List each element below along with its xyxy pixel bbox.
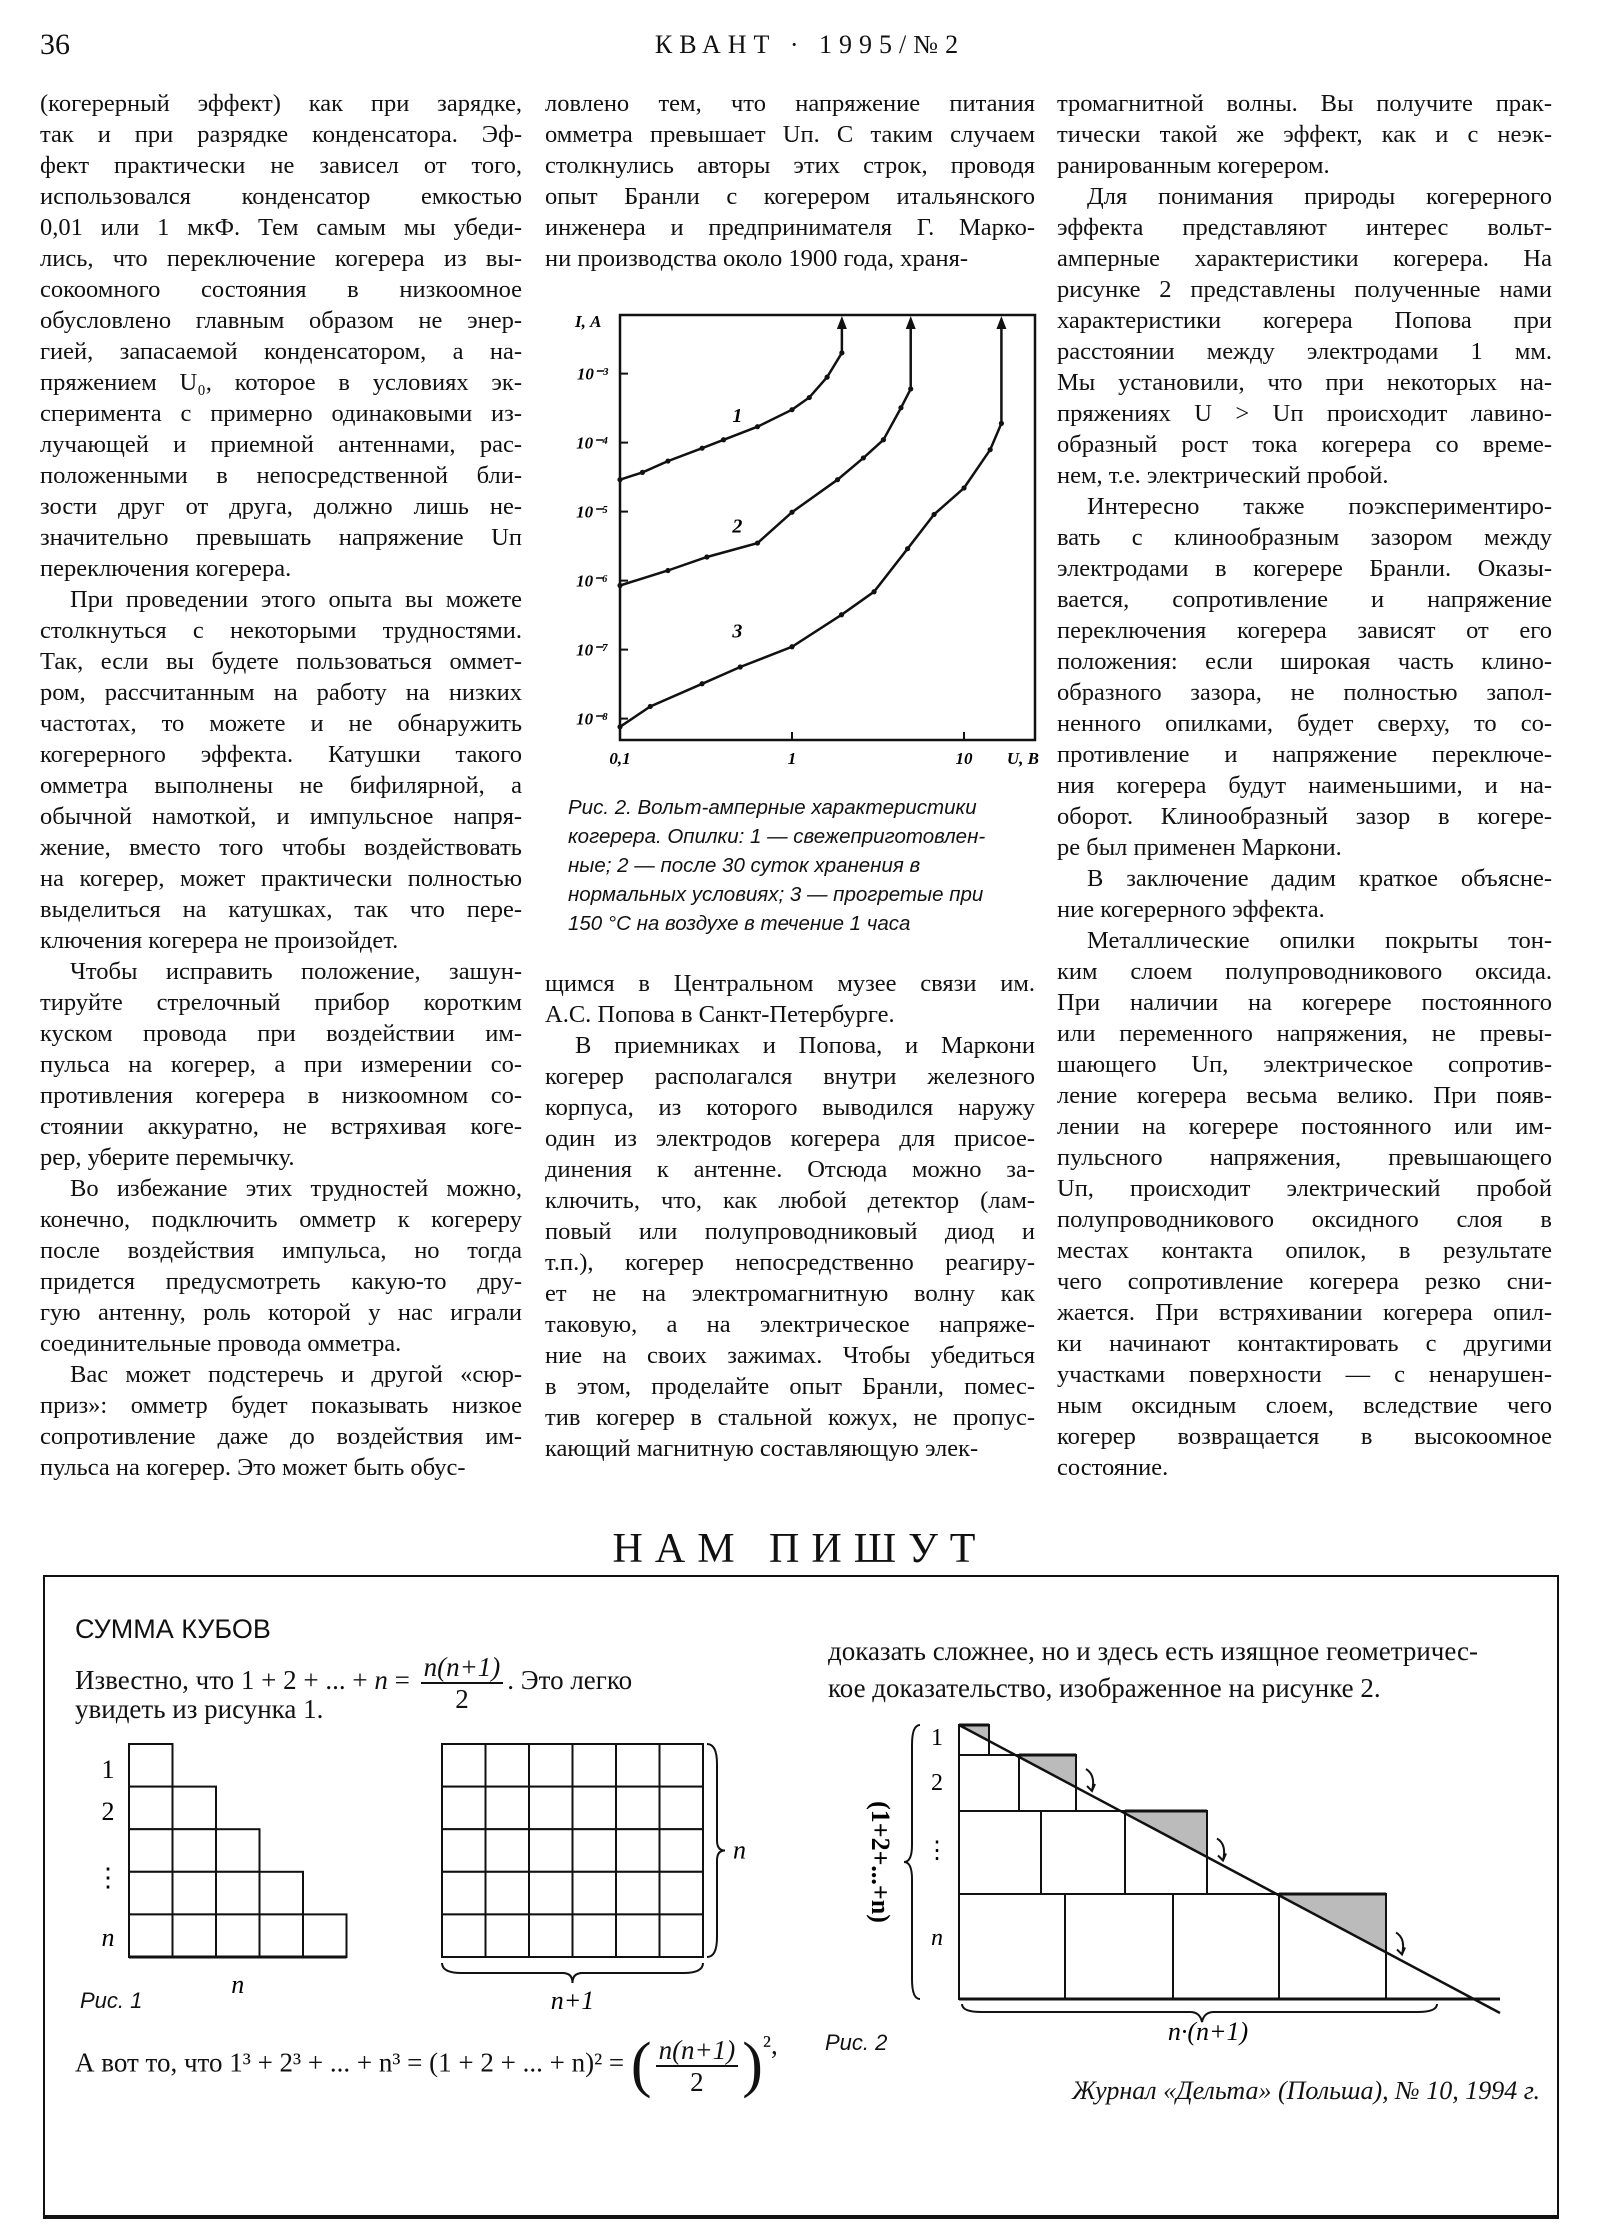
data-point bbox=[835, 477, 840, 482]
grid-cell bbox=[529, 1914, 573, 1957]
text-line: В приемниках и Попова, и Маркони bbox=[575, 1032, 1035, 1059]
x-tick-label: 1 bbox=[787, 749, 797, 768]
text-line: столкнулись авторы этих строк, проводя bbox=[545, 152, 1035, 179]
y-tick-label: 10⁻⁶ bbox=[576, 571, 608, 591]
staircase-cell bbox=[303, 1914, 347, 1957]
text-line: ние когерерного эффекта. bbox=[1057, 896, 1325, 923]
data-point bbox=[721, 437, 726, 442]
staircase-cell bbox=[216, 1872, 260, 1915]
proof-cell bbox=[1173, 1894, 1279, 1999]
caption-line: когерера. Опилки: 1 — свежеприготовлен- bbox=[568, 825, 986, 848]
staircase-cell bbox=[129, 1829, 173, 1872]
grid-cell bbox=[616, 1744, 660, 1787]
text-line: тив когерер в стальной кожух, не пропус- bbox=[545, 1404, 1035, 1431]
text-line: таковую, а на электрическое напряже- bbox=[545, 1311, 1035, 1338]
x-axis-label: U, В bbox=[1006, 749, 1039, 768]
y-axis-label: I, А bbox=[575, 312, 602, 331]
grid-cell bbox=[660, 1914, 704, 1957]
text-line: лучающей и приемной антеннами, рас- bbox=[40, 431, 522, 458]
left-paren: ( bbox=[630, 2031, 652, 2099]
text-line: лении на когерере постоянного или им- bbox=[1057, 1113, 1552, 1140]
text-line: пульсного напряжения, превышающего bbox=[1057, 1144, 1552, 1171]
text-column-3 bbox=[1057, 88, 1552, 1483]
citation: Журнал «Дельта» (Польша), № 10, 1994 г. bbox=[1072, 2076, 1540, 2105]
grid-cell bbox=[616, 1872, 660, 1915]
intro-line-2: увидеть из рисунка 1. bbox=[75, 1694, 324, 1724]
x-tick-label: 10 bbox=[955, 749, 973, 768]
text-line: зости друг от друга, должно лишь не- bbox=[40, 493, 522, 520]
text-line: местах контакта опилок, в результате bbox=[1057, 1237, 1552, 1264]
grid-cell bbox=[486, 1829, 530, 1872]
caption-line: ные; 2 — после 30 суток хранения в bbox=[568, 854, 921, 877]
text-column-1 bbox=[40, 88, 522, 1483]
bottom-brace-icon bbox=[442, 1963, 703, 1983]
grid-cell bbox=[442, 1914, 486, 1957]
grid-cell bbox=[573, 1829, 617, 1872]
text-line: эффекта представляют интерес вольт- bbox=[1057, 214, 1552, 241]
staircase-cell bbox=[260, 1914, 304, 1957]
proof-cell bbox=[959, 1755, 1019, 1811]
staircase-cell bbox=[129, 1787, 173, 1830]
row-label: ⋮ bbox=[95, 1863, 121, 1892]
data-point bbox=[648, 704, 653, 709]
data-point bbox=[665, 458, 670, 463]
text-line: образного зазора, не полностью запол- bbox=[1057, 679, 1552, 706]
text-line: после воздействия импульса, но тогда bbox=[40, 1237, 522, 1264]
y-tick-label: 10⁻⁴ bbox=[576, 433, 608, 453]
text-line: частотах, то можете и не обнаружить bbox=[40, 710, 522, 737]
text-line: ни производства около 1900 года, храня- bbox=[545, 245, 969, 272]
grid-cell bbox=[616, 1787, 660, 1830]
caption-line: 150 °С на воздухе в течение 1 часа bbox=[568, 912, 911, 935]
text-line: электродами в когерере Бранли. Оказы- bbox=[1057, 555, 1552, 582]
breakdown-arrow-icon bbox=[906, 316, 916, 329]
text-line: куском провода при воздействии им- bbox=[40, 1020, 522, 1047]
grid-cell bbox=[486, 1787, 530, 1830]
proof-cell bbox=[959, 1811, 1041, 1894]
text-line: гую антенну, роль которой у нас играли bbox=[40, 1299, 522, 1326]
text-line: Во избежание этих трудностей можно, bbox=[70, 1175, 522, 1202]
staircase-cell bbox=[173, 1829, 217, 1872]
text-line: положения: если широкая часть клино- bbox=[1057, 648, 1552, 675]
text-line: оборот. Клинообразный зазор в когере- bbox=[1057, 803, 1552, 830]
intro-text: Известно, что 1 + 2 + ... + bbox=[75, 1665, 375, 1696]
formula-fraction bbox=[656, 2035, 739, 2097]
figure-1-caption: Рис. 1 bbox=[80, 1988, 143, 2013]
y-tick-label: 10⁻⁸ bbox=[576, 709, 608, 729]
text-line: инженера и предпринимателя Г. Марко- bbox=[545, 214, 1035, 241]
y-tick-label: 10⁻³ bbox=[576, 364, 608, 384]
series-3-line bbox=[620, 423, 1001, 726]
data-point bbox=[789, 510, 794, 515]
grid-cell bbox=[616, 1829, 660, 1872]
y-tick-label: 10⁻⁵ bbox=[576, 502, 608, 522]
caption-line: нормальных условиях; 3 — прогретые при bbox=[568, 883, 984, 906]
text-line: (когерерный эффект) как при зарядке, bbox=[40, 90, 522, 117]
text-line: кающий магнитную составляющую элек- bbox=[545, 1435, 979, 1462]
text-line: значительно превышать напряжение Uп bbox=[40, 524, 522, 551]
text-line: ключить, что, как любой детектор (лам- bbox=[545, 1187, 1035, 1214]
text-line: стоянии аккуратно, не встряхивая коге- bbox=[40, 1113, 522, 1140]
figure-2-label: Рис. 2 bbox=[825, 2030, 888, 2055]
grid-cell bbox=[486, 1744, 530, 1787]
text-line: омметра превышает Uп. С таким случаем bbox=[545, 121, 1035, 148]
right-text-line-2: кое доказательство, изображенное на рисунке 2. bbox=[828, 1673, 1381, 1703]
text-line: А.С. Попова в Санкт-Петербурге. bbox=[545, 1001, 895, 1028]
data-point bbox=[617, 583, 622, 588]
grid-cell bbox=[573, 1744, 617, 1787]
grid-cell bbox=[442, 1872, 486, 1915]
data-point bbox=[665, 568, 670, 573]
text-line: так и при разрядке конденсатора. Эф- bbox=[40, 121, 522, 148]
text-line: участками поверхности — с ненарушен- bbox=[1057, 1361, 1552, 1388]
text-line: т.п.), когерер непосредственно реагиру- bbox=[545, 1249, 1035, 1276]
grid-width-label: n+1 bbox=[550, 1986, 595, 2015]
text-line: Так, если вы будете пользоваться оммет- bbox=[40, 648, 522, 675]
text-line: переключения когерера. bbox=[40, 555, 292, 582]
grid-cell bbox=[486, 1872, 530, 1915]
text-line: ление когерера весьма велико. При появ- bbox=[1057, 1082, 1552, 1109]
left-brace-icon bbox=[904, 1725, 920, 1999]
row-label: 1 bbox=[931, 1725, 943, 1751]
text-line: ловлено тем, что напряжение питания bbox=[545, 90, 1035, 117]
formula-text: А вот то, что 1³ + 2³ + ... + n³ = (1 + 2 + ... + n)² = bbox=[75, 2047, 631, 2078]
text-line: Интересно также поэкспериментиро- bbox=[1087, 493, 1552, 520]
text-line: тируйте стрелочный прибор коротким bbox=[40, 989, 522, 1016]
text-line: ки начинают контактировать с другими bbox=[1057, 1330, 1552, 1357]
text-line: характеристики когерера Попова при bbox=[1057, 307, 1552, 334]
text-line: обычной намоткой, и импульсное напря- bbox=[40, 803, 522, 830]
data-point bbox=[789, 407, 794, 412]
data-point bbox=[881, 437, 886, 442]
grid-cell bbox=[442, 1787, 486, 1830]
width-label: n·(n+1) bbox=[1167, 2017, 1249, 2046]
text-line: выделиться на катушках, так что пере- bbox=[40, 896, 522, 923]
grid-cell bbox=[660, 1787, 704, 1830]
text-line: пряжением U₀, которое в условиях эк- bbox=[40, 369, 522, 396]
text-line: 0,01 или 1 мкФ. Тем самым мы убеди- bbox=[40, 214, 522, 241]
right-text-line-1: доказать сложнее, но и здесь есть изящное геометричес- bbox=[828, 1636, 1479, 1666]
text-line: тически такой же эффект, как и с неэк- bbox=[1057, 121, 1552, 148]
text-line: когерерного эффекта. Катушки такого bbox=[40, 741, 522, 768]
intro-eq: = bbox=[387, 1665, 417, 1696]
text-line: рисунке 2 представлены полученные нами bbox=[1057, 276, 1552, 303]
grid-cell bbox=[660, 1744, 704, 1787]
text-line: придется предусмотреть какую-то дру- bbox=[40, 1268, 522, 1295]
text-line: При проведении этого опыта вы можете bbox=[70, 586, 522, 613]
text-line: когерер возвращается в высокоомное bbox=[1057, 1423, 1552, 1450]
text-line: расстоянии между электродами 1 мм. bbox=[1057, 338, 1552, 365]
text-line: тромагнитной волны. Вы получите прак- bbox=[1057, 90, 1552, 117]
grid-cell bbox=[529, 1872, 573, 1915]
data-point bbox=[738, 664, 743, 669]
text-line: Вас может подстеречь и другой «сюр- bbox=[70, 1361, 522, 1388]
data-point bbox=[640, 470, 645, 475]
text-line: когерер располагался внутри железного bbox=[545, 1063, 1035, 1090]
intro-after: . Это легко bbox=[507, 1665, 633, 1696]
data-point bbox=[617, 477, 622, 482]
vertical-sum-label: (1+2+...+n) bbox=[866, 1801, 895, 1923]
text-line: противления когерера в низкоомном со- bbox=[40, 1082, 522, 1109]
text-line: использовался конденсатор емкостью bbox=[40, 183, 522, 210]
data-point bbox=[755, 424, 760, 429]
data-point bbox=[988, 447, 993, 452]
row-label: n bbox=[931, 1925, 943, 1951]
text-column-2-bottom bbox=[545, 968, 1035, 1464]
row-label: n bbox=[101, 1923, 115, 1952]
curved-arrow-icon bbox=[1217, 1839, 1226, 1861]
text-line: в этом, проделайте опыт Бранли, помес- bbox=[545, 1373, 1035, 1400]
text-line: амперные характеристики когерера. На bbox=[1057, 245, 1552, 272]
section-title: НАМ ПИШУТ bbox=[612, 1526, 988, 1572]
text-line: Uп, происходит электрический пробой bbox=[1057, 1175, 1552, 1202]
data-point bbox=[699, 681, 704, 686]
text-line: Мы установили, что при некоторых на- bbox=[1057, 369, 1552, 396]
grid-cell bbox=[529, 1829, 573, 1872]
fraction-numerator: n(n+1) bbox=[421, 1652, 504, 1684]
grid-cell bbox=[616, 1914, 660, 1957]
staircase-cell bbox=[173, 1914, 217, 1957]
page-number: 36 bbox=[40, 28, 70, 61]
proof-cell bbox=[959, 1894, 1065, 1999]
grid-cell bbox=[573, 1914, 617, 1957]
text-line: корпуса, из которого выводился наружу bbox=[545, 1094, 1035, 1121]
text-line: один из электродов когерера для присое- bbox=[545, 1125, 1035, 1152]
text-line: пульса на когерер. Это может быть обус- bbox=[40, 1454, 466, 1481]
data-point bbox=[617, 724, 622, 729]
text-line: динения к антенне. Отсюда можно за- bbox=[545, 1156, 1035, 1183]
text-line: приз»: омметр будет показывать низкое bbox=[40, 1392, 522, 1419]
iv-chart bbox=[540, 300, 1060, 790]
fraction-denominator: 2 bbox=[690, 2066, 704, 2097]
figure-1 bbox=[60, 1730, 780, 2030]
staircase-cell bbox=[173, 1787, 217, 1830]
figure-2-caption bbox=[568, 793, 1058, 938]
text-line: ным оксидным слоем, вследствие чего bbox=[1057, 1392, 1552, 1419]
curved-arrow-icon bbox=[1396, 1933, 1405, 1955]
text-line: ключения когерера не произойдет. bbox=[40, 927, 399, 954]
text-line: жение, вместо того чтобы воздействовать bbox=[40, 834, 522, 861]
data-point bbox=[961, 485, 966, 490]
grid-height-label: n bbox=[733, 1835, 746, 1865]
right-paren: ) bbox=[742, 2031, 763, 2099]
grid-cell bbox=[486, 1914, 530, 1957]
grid-cell bbox=[442, 1829, 486, 1872]
cube-formula bbox=[75, 2030, 778, 2101]
staircase-cell bbox=[129, 1744, 173, 1787]
text-line: нем, т.е. электрический пробой. bbox=[1057, 462, 1389, 489]
grid-cell bbox=[660, 1829, 704, 1872]
grid-cell bbox=[529, 1744, 573, 1787]
breakdown-arrow-icon bbox=[996, 316, 1006, 329]
text-line: или переменного напряжения, не превы- bbox=[1057, 1020, 1552, 1047]
fraction-numerator: n(n+1) bbox=[656, 2035, 739, 2067]
text-line: образный рост тока когерера со време- bbox=[1057, 431, 1552, 458]
text-line: При наличии на когерере постоянного bbox=[1057, 989, 1552, 1016]
data-point bbox=[825, 375, 830, 380]
text-line: конечно, подключить омметр к когереру bbox=[40, 1206, 522, 1233]
text-line: ре был применен Маркони. bbox=[1057, 834, 1342, 861]
grid-cell bbox=[442, 1744, 486, 1787]
proof-cell bbox=[1065, 1894, 1173, 1999]
text-line: переключения когерера зависят от его bbox=[1057, 617, 1552, 644]
row-label: 2 bbox=[101, 1797, 115, 1826]
data-point bbox=[898, 405, 903, 410]
text-line: Чтобы исправить положение, зашун- bbox=[70, 958, 522, 985]
data-point bbox=[931, 512, 936, 517]
text-line: соединительные провода омметра. bbox=[40, 1330, 402, 1357]
text-line: фект практически не зависел от того, bbox=[40, 152, 522, 179]
text-line: ким слоем полупроводникового оксида. bbox=[1057, 958, 1552, 985]
data-point bbox=[871, 589, 876, 594]
text-line: ненного опилками, будет сверху, то со- bbox=[1057, 710, 1552, 737]
data-point bbox=[704, 554, 709, 559]
text-line: повый или полупроводниковый диод и bbox=[545, 1218, 1035, 1245]
box-heading: СУММА КУБОВ bbox=[75, 1614, 271, 1644]
text-line: В заключение дадим краткое объясне- bbox=[1087, 865, 1552, 892]
staircase-cell bbox=[260, 1872, 304, 1915]
text-line: сопротивление даже до воздействия им- bbox=[40, 1423, 522, 1450]
figure-2-geometric-proof bbox=[840, 1710, 1540, 2050]
text-line: ранированным когерером. bbox=[1057, 152, 1330, 179]
data-point bbox=[789, 644, 794, 649]
staircase-cell bbox=[216, 1914, 260, 1957]
grid-cell bbox=[573, 1872, 617, 1915]
data-point bbox=[861, 455, 866, 460]
right-brace-icon bbox=[707, 1744, 725, 1957]
row-label: ⋮ bbox=[925, 1838, 949, 1864]
text-line: сперимента с примерно одинаковыми из- bbox=[40, 400, 522, 427]
grid-cell bbox=[573, 1787, 617, 1830]
series-label: 3 bbox=[732, 620, 743, 643]
text-line: ром, рассчитанным на работу на низких bbox=[40, 679, 522, 706]
grid-cell bbox=[660, 1872, 704, 1915]
text-line: ния когерера будут наименьшими, и на- bbox=[1057, 772, 1552, 799]
series-1-line bbox=[620, 353, 842, 480]
proof-cell bbox=[1041, 1811, 1125, 1894]
row-label: 2 bbox=[931, 1770, 943, 1796]
row-label: 1 bbox=[101, 1755, 115, 1784]
grid-cell bbox=[529, 1787, 573, 1830]
staircase-cell bbox=[129, 1914, 173, 1957]
series-label: 1 bbox=[732, 404, 743, 427]
text-line: столкнуться с некоторыми трудностями. bbox=[40, 617, 522, 644]
text-column-2-top bbox=[545, 88, 1035, 274]
text-line: пульса на когерер, а при измерении со- bbox=[40, 1051, 522, 1078]
text-line: положенными в непосредственной бли- bbox=[40, 462, 522, 489]
x-tick-label: 0,1 bbox=[609, 749, 631, 768]
data-point bbox=[905, 546, 910, 551]
text-line: ет не на электромагнитную волну как bbox=[545, 1280, 1035, 1307]
curved-arrow-icon bbox=[1086, 1769, 1095, 1791]
data-point bbox=[699, 446, 704, 451]
data-point bbox=[807, 395, 812, 400]
text-line: лись, что переключение когерера из вы- bbox=[40, 245, 522, 272]
staircase-cell bbox=[216, 1829, 260, 1872]
text-line: шающего Uп, электрическое сопротив- bbox=[1057, 1051, 1552, 1078]
text-line: на когерер, может практически полностью bbox=[40, 865, 522, 892]
text-line: Для понимания природы когерерного bbox=[1087, 183, 1552, 210]
text-line: ние на своих зажимах. Чтобы убедиться bbox=[545, 1342, 1035, 1369]
text-line: состояние. bbox=[1057, 1454, 1169, 1481]
series-2-line bbox=[620, 389, 911, 586]
text-line: опыт Бранли с когерером итальянского bbox=[545, 183, 1035, 210]
fraction-denominator: 2 bbox=[455, 1684, 469, 1714]
text-line: обусловлено главным образом не энер- bbox=[40, 307, 522, 334]
running-header: КВАНТ · 1995/№2 bbox=[654, 30, 966, 59]
staircase-cell bbox=[129, 1872, 173, 1915]
series-label: 2 bbox=[732, 515, 743, 538]
text-line: жается. При встряхивании когерера опил- bbox=[1057, 1299, 1552, 1326]
caption-line: Рис. 2. Вольт-амперные характеристики bbox=[568, 796, 977, 819]
text-line: сокоомного состояния в низкоомное bbox=[40, 276, 522, 303]
intro-fraction bbox=[421, 1652, 504, 1714]
text-line: щимся в Центральном музее связи им. bbox=[545, 970, 1035, 997]
y-tick-label: 10⁻⁷ bbox=[576, 640, 608, 660]
data-point bbox=[755, 540, 760, 545]
text-line: полупроводникового оксидного слоя в bbox=[1057, 1206, 1552, 1233]
text-line: противление и напряжение переключе- bbox=[1057, 741, 1552, 768]
staircase-cell bbox=[173, 1872, 217, 1915]
intro-n: n bbox=[374, 1665, 388, 1696]
text-line: омметра выполнены не бифилярной, а bbox=[40, 772, 522, 799]
text-line: пряжениях U > Uп происходит лавино- bbox=[1057, 400, 1552, 427]
text-line: рер, уберите перемычку. bbox=[40, 1144, 295, 1171]
formula-suffix: ², bbox=[762, 2030, 778, 2060]
breakdown-arrow-icon bbox=[837, 316, 847, 329]
text-line: вается, сопротивление и напряжение bbox=[1057, 586, 1552, 613]
data-point bbox=[839, 612, 844, 617]
text-line: гией, запасаемой конденсатором, а на- bbox=[40, 338, 522, 365]
text-line: вать с клинообразным зазором между bbox=[1057, 524, 1552, 551]
text-line: чего сопротивление когерера резко сни- bbox=[1057, 1268, 1552, 1295]
text-line: Металлические опилки покрыты тон- bbox=[1087, 927, 1552, 954]
staircase-width-label: n bbox=[231, 1970, 245, 1999]
